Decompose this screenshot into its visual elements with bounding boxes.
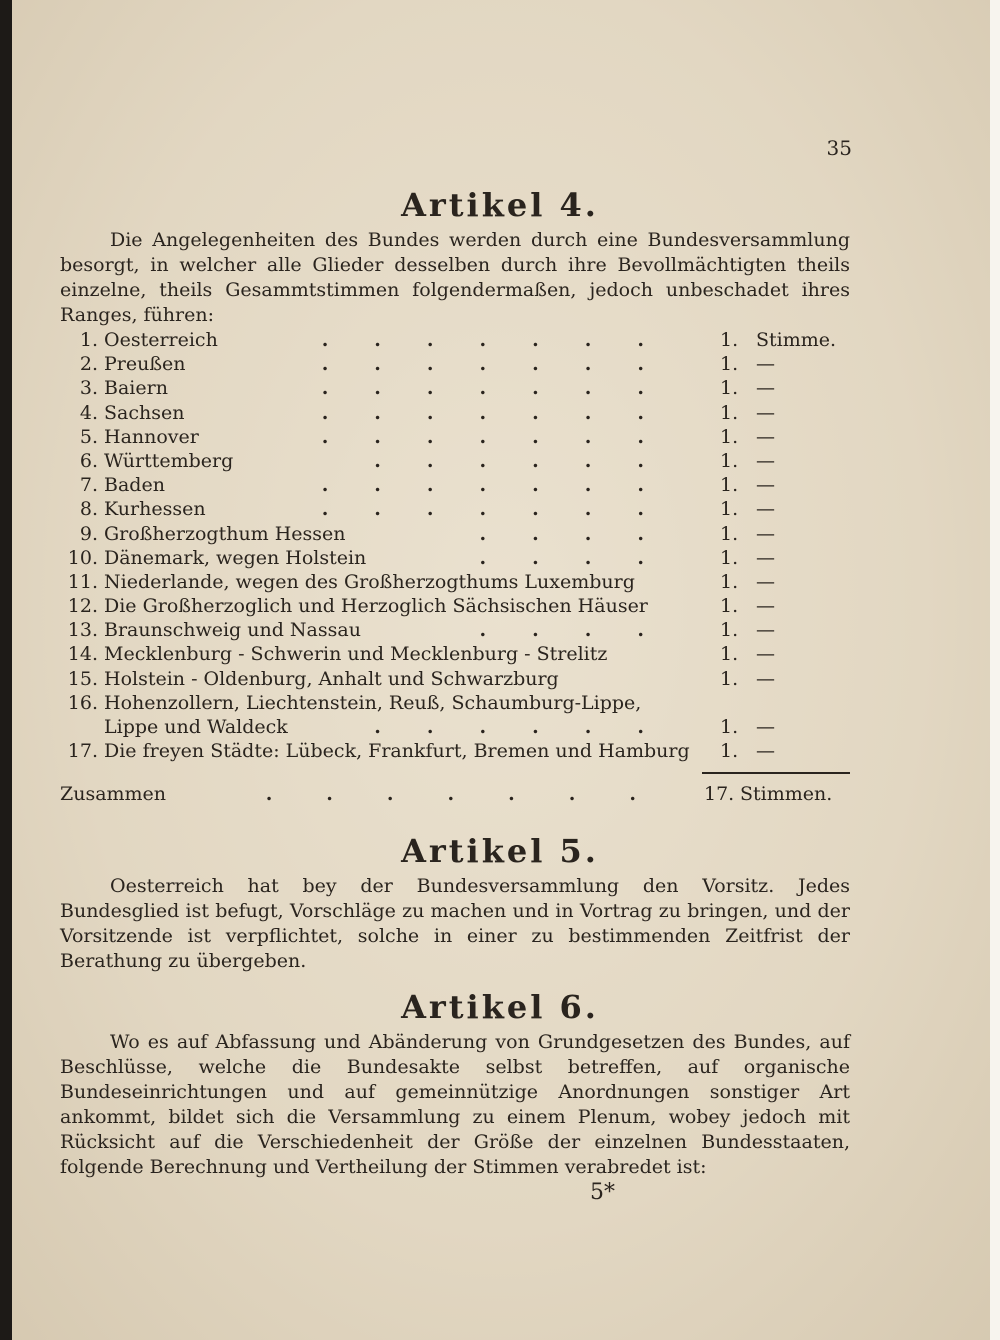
vote-count: 1. — [720, 740, 739, 763]
leader-dots: ....... — [321, 329, 690, 351]
vote-number: 13. — [67, 619, 98, 642]
vote-count: 1. — [720, 667, 739, 690]
state-name: Die Großherzoglich und Herzoglich Sächsischen Häuser — [104, 595, 648, 618]
state-name: Mecklenburg - Schwerin und Mecklenburg - Strelitz — [104, 643, 608, 666]
state-name: Niederlande, wegen des Großherzogthums Luxemburg — [104, 570, 635, 593]
vote-unit: — — [756, 546, 775, 569]
leader-dots: ...... — [374, 449, 690, 472]
article-5-text — [60, 874, 850, 974]
vote-unit: — — [756, 619, 775, 642]
vote-number: 7. — [79, 474, 98, 497]
state-name: Die freyen Städte: Lübeck, Frankfurt, Bremen und Hamburg — [104, 740, 690, 763]
vote-row — [60, 497, 850, 521]
vote-row — [60, 594, 850, 618]
total-unit: Stimmen. — [740, 783, 833, 805]
vote-row — [60, 449, 850, 473]
leader-dots: ...... — [374, 716, 690, 738]
leader-dots: ....... — [321, 498, 690, 521]
article-5-heading: Artikel 5. — [401, 832, 599, 870]
vote-row — [60, 401, 850, 425]
vote-number: 17. — [67, 740, 98, 763]
vote-number: 6. — [79, 449, 98, 472]
vote-row — [60, 667, 850, 691]
vote-row — [60, 522, 850, 546]
vote-unit: — — [756, 522, 775, 545]
vote-unit: — — [756, 643, 775, 666]
state-name: Preußen — [104, 353, 186, 376]
vote-number: 14. — [67, 643, 98, 666]
vote-number: 4. — [79, 401, 98, 424]
state-name: Baden — [104, 474, 165, 497]
vote-row — [60, 691, 850, 715]
vote-number: 5. — [79, 425, 98, 448]
vote-number: 12. — [67, 595, 98, 618]
votes-total-row — [60, 780, 850, 808]
vote-unit: Stimme. — [756, 329, 837, 351]
vote-count: 1. — [720, 643, 739, 666]
article-4-text — [60, 228, 850, 328]
vote-number: 9. — [79, 522, 98, 545]
vote-number: 3. — [79, 377, 98, 400]
leader-dots: ....... — [321, 377, 690, 400]
vote-number: 11. — [67, 570, 98, 593]
vote-count: 1. — [720, 546, 739, 569]
vote-unit: — — [756, 595, 775, 618]
vote-count: 1. — [720, 353, 739, 376]
article-4-heading: Artikel 4. — [401, 186, 599, 224]
leader-dots: ....... — [321, 425, 690, 448]
votes-table — [60, 328, 850, 763]
vote-row — [60, 715, 850, 739]
leader-dots: ....... — [321, 474, 690, 497]
vote-number: 16. — [67, 691, 98, 714]
article-6-heading: Artikel 6. — [401, 988, 599, 1026]
vote-row — [60, 739, 850, 763]
state-name: Oesterreich — [104, 329, 218, 351]
vote-unit: — — [756, 716, 775, 738]
vote-row — [60, 570, 850, 594]
article-5-paragraph: Oesterreich hat bey der Bundesversammlung den Vorsitz. Jedes Bundesglied ist befugt, Vorschläge zu machen und in Vortrag zu bringen, und der Vorsitzende ist verpflichtet, solche in einer zu bestimmenden Zeitfrist der Berathung zu übergeben. — [60, 875, 850, 972]
state-name: Kurhessen — [104, 498, 206, 521]
state-name: Großherzogthum Hessen — [104, 522, 346, 545]
leader-dots: ....... — [321, 353, 690, 376]
vote-row — [60, 425, 850, 449]
vote-count: 1. — [720, 474, 739, 497]
vote-unit: — — [756, 570, 775, 593]
vote-number: 2. — [79, 353, 98, 376]
leader-dots: ....... — [321, 401, 690, 424]
page-number: 35 — [826, 136, 852, 160]
vote-unit: — — [756, 401, 775, 424]
vote-unit: — — [756, 425, 775, 448]
vote-unit: — — [756, 498, 775, 521]
vote-unit: — — [756, 377, 775, 400]
vote-row — [60, 618, 850, 642]
state-name: Hannover — [104, 425, 199, 448]
vote-row — [60, 642, 850, 666]
leader-dots: .... — [479, 522, 690, 545]
state-name: Lippe und Waldeck — [104, 716, 288, 738]
vote-count: 1. — [720, 449, 739, 472]
total-label: Zusammen — [60, 783, 167, 805]
vote-row — [60, 352, 850, 376]
state-name: Holstein - Oldenburg, Anhalt und Schwarzburg — [104, 667, 559, 690]
state-name: Hohenzollern, Liechtenstein, Reuß, Schaumburg-Lippe, — [104, 691, 642, 714]
vote-unit: — — [756, 474, 775, 497]
vote-count: 1. — [720, 329, 739, 351]
vote-count: 1. — [720, 498, 739, 521]
state-name: Braunschweig und Nassau — [104, 619, 361, 642]
total-rule — [702, 772, 850, 774]
vote-row — [60, 376, 850, 400]
vote-unit: — — [756, 353, 775, 376]
state-name: Sachsen — [104, 401, 185, 424]
vote-count: 1. — [720, 716, 739, 738]
total-dots: ....... — [265, 783, 690, 805]
vote-row — [60, 473, 850, 497]
vote-number: 15. — [67, 667, 98, 690]
vote-count: 1. — [720, 595, 739, 618]
vote-number: 1. — [79, 329, 98, 351]
state-name: Baiern — [104, 377, 168, 400]
vote-unit: — — [756, 667, 775, 690]
vote-count: 1. — [720, 401, 739, 424]
vote-count: 1. — [720, 425, 739, 448]
vote-number: 8. — [79, 498, 98, 521]
article-6-paragraph: Wo es auf Abfassung und Abänderung von Grundgesetzen des Bundes, auf Beschlüsse, welche die Bundesakte selbst betreffen, auf organische Bundeseinrichtungen und auf gemeinnützige Anordnungen sonstiger Art ankommt, bildet sich die Versammlung zu einem Plenum, wobey jedoch mit Rücksicht auf die Verschiedenheit der Größe der einzelnen Bundesstaaten, folgende Berechnung und Vertheilung der Stimmen verabredet ist: — [60, 1031, 850, 1178]
signature-mark: 5* — [590, 1180, 615, 1205]
vote-count: 1. — [720, 619, 739, 642]
vote-row — [60, 546, 850, 570]
article-4-paragraph: Die Angelegenheiten des Bundes werden durch eine Bundesversammlung besorgt, in welcher alle Glieder desselben durch ihre Bevollmächtigten theils einzelne, theils Gesammtstimmen folgendermaßen, jedoch unbeschadet ihres Ranges, führen: — [60, 229, 850, 326]
vote-unit: — — [756, 740, 775, 763]
vote-row — [60, 328, 850, 352]
vote-count: 1. — [720, 570, 739, 593]
article-6-text — [60, 1030, 850, 1180]
state-name: Dänemark, wegen Holstein — [104, 546, 367, 569]
leader-dots: .... — [479, 619, 690, 642]
leader-dots: .... — [479, 546, 690, 569]
total-count: 17. — [704, 783, 735, 805]
vote-count: 1. — [720, 522, 739, 545]
state-name: Württemberg — [104, 449, 234, 472]
vote-unit: — — [756, 449, 775, 472]
vote-count: 1. — [720, 377, 739, 400]
vote-number: 10. — [67, 546, 98, 569]
